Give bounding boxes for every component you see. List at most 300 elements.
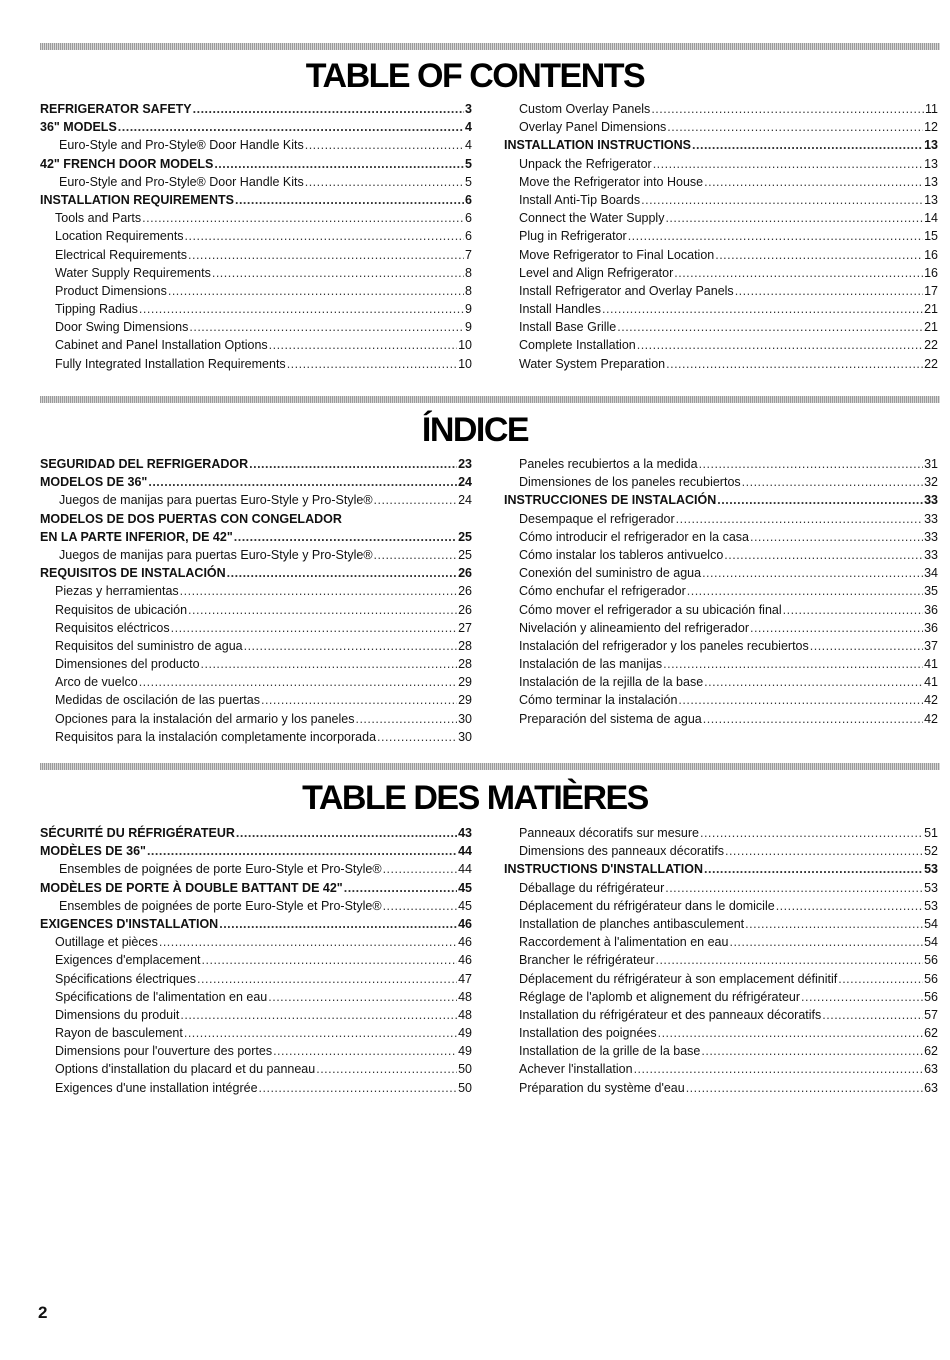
dot-leader: [212, 264, 464, 282]
rule-bar-3: [40, 763, 940, 770]
toc-entry-label: Move Refrigerator to Final Location: [519, 247, 715, 262]
toc-page-number: 6: [465, 211, 472, 226]
dot-leader: [665, 209, 923, 227]
toc-subentry: [504, 637, 938, 655]
toc-entry-label: Exigences d'emplacement: [55, 953, 201, 968]
toc-entry-label: Dimensions du produit: [55, 1007, 180, 1022]
toc-subentry: [40, 601, 472, 619]
toc-subentry: [504, 1079, 938, 1097]
toc-entry-label: Cómo mover el refrigerador a su ubicación final: [519, 602, 782, 617]
toc-entry-label: Install Refrigerator and Overlay Panels: [519, 283, 734, 298]
toc-entry-label: SEGURIDAD DEL REFRIGERADOR: [40, 457, 249, 471]
toc-page-number: 8: [465, 283, 472, 298]
toc-page-number: 56: [924, 971, 938, 986]
dot-leader: [287, 355, 457, 373]
toc-entry-label: Installation de planches antibasculement: [519, 916, 745, 931]
toc-page-number: 36: [924, 620, 938, 635]
toc-section-entry: [40, 842, 472, 860]
toc-subentry: [504, 355, 938, 373]
dot-leader: [729, 933, 923, 951]
toc-entry-label: Euro-Style and Pro-Style® Door Handle Kits: [59, 174, 304, 189]
toc-subentry: [40, 655, 472, 673]
toc-page-number: 35: [924, 584, 938, 599]
toc-col-right-1: [504, 455, 938, 728]
toc-page-number: 54: [924, 935, 938, 950]
dot-leader: [692, 136, 923, 154]
toc-page-number: 7: [465, 247, 472, 262]
dot-leader: [634, 1060, 924, 1078]
toc-col-right-0: [504, 100, 938, 373]
toc-page-number: 53: [924, 862, 938, 877]
toc-entry-label: Cómo introducir el refrigerador en la casa: [519, 529, 749, 544]
dot-leader: [750, 619, 923, 637]
dot-leader: [188, 246, 464, 264]
toc-entry-label: Euro-Style and Pro-Style® Door Handle Kits: [59, 138, 304, 153]
dot-leader: [700, 824, 923, 842]
toc-page-number: 16: [924, 247, 938, 262]
toc-section-entry: [40, 824, 472, 842]
toc-entry-label: Overlay Panel Dimensions: [519, 120, 667, 135]
toc-page-number: 57: [924, 1007, 938, 1022]
dot-leader: [742, 473, 923, 491]
dot-leader: [653, 155, 923, 173]
dot-leader: [227, 564, 457, 582]
toc-page-number: 29: [458, 675, 472, 690]
toc-subentry: [504, 897, 938, 915]
toc-page-number: 24: [458, 493, 472, 508]
toc-entry-label: REFRIGERATOR SAFETY: [40, 102, 192, 116]
dot-leader: [651, 100, 924, 118]
toc-entry-label: MODÈLES DE PORTE À DOUBLE BATTANT DE 42": [40, 880, 343, 895]
dot-leader: [703, 710, 923, 728]
dot-leader: [148, 473, 457, 491]
toc-subentry: [504, 300, 938, 318]
toc-subentry: [504, 455, 938, 473]
toc-subentry: [504, 318, 938, 336]
toc-page-number: 45: [458, 898, 472, 913]
dot-leader: [666, 355, 923, 373]
toc-subentry: [40, 546, 472, 564]
toc-page-number: 41: [924, 675, 938, 690]
toc-page-number: 13: [924, 192, 938, 207]
toc-page-number: 22: [924, 356, 938, 371]
toc-subentry: [40, 355, 472, 373]
dot-leader: [180, 582, 457, 600]
toc-entry-label: 42" FRENCH DOOR MODELS: [40, 156, 214, 171]
dot-leader: [699, 455, 924, 473]
toc-subentry: [504, 582, 938, 600]
toc-page-number: 49: [458, 1026, 472, 1041]
toc-subentry: [504, 619, 938, 637]
toc-entry-label: INSTALLATION REQUIREMENTS: [40, 192, 234, 207]
toc-page-number: 62: [924, 1044, 938, 1059]
toc-subentry: [40, 282, 472, 300]
toc-subentry: [40, 860, 472, 878]
dot-leader: [383, 897, 458, 915]
toc-entry-label: INSTRUCTIONS D'INSTALLATION: [504, 862, 704, 877]
page-number: 2: [38, 1303, 48, 1322]
toc-subentry: [504, 173, 938, 191]
dot-leader: [658, 1024, 923, 1042]
toc-section-entry: [504, 491, 938, 509]
toc-entry-label: MODELOS DE 36": [40, 475, 148, 490]
dot-leader: [838, 970, 923, 988]
toc-page-number: 48: [458, 989, 472, 1004]
toc-page-number: 53: [924, 898, 938, 913]
dot-leader: [344, 879, 457, 897]
toc-page-number: 13: [924, 138, 938, 153]
toc-entry-label: Juegos de manijas para puertas Euro-Style y Pro-Style®: [59, 493, 373, 508]
dot-leader: [305, 136, 464, 154]
toc-entry-label: Unpack the Refrigerator: [519, 156, 652, 171]
dot-leader: [686, 1079, 923, 1097]
toc-entry-label: Cabinet and Panel Installation Options: [55, 338, 268, 353]
dot-leader: [377, 728, 457, 746]
toc-page-number: 46: [458, 935, 472, 950]
toc-section-entry: [40, 528, 472, 546]
dot-leader: [676, 510, 923, 528]
toc-subentry: [40, 227, 472, 245]
toc-subentry: [504, 155, 938, 173]
toc-page-number: 10: [458, 356, 472, 371]
toc-subentry: [40, 1006, 472, 1024]
dot-leader: [667, 118, 923, 136]
toc-entry-label: Door Swing Dimensions: [55, 320, 189, 335]
toc-entry-label: Ensembles de poignées de porte Euro-Style et Pro-Style®: [59, 862, 382, 877]
toc-subentry: [40, 988, 472, 1006]
dot-leader: [687, 582, 923, 600]
toc-page-number: 37: [924, 638, 938, 653]
dot-leader: [641, 191, 923, 209]
toc-page-number: 4: [465, 138, 472, 153]
toc-entry-label: Déballage du réfrigérateur: [519, 880, 665, 895]
toc-page-number: 25: [458, 529, 472, 544]
toc-page-number: 9: [465, 320, 472, 335]
toc-page-number: 32: [924, 475, 938, 490]
rule-bar-2: [40, 396, 940, 403]
toc-subentry: [504, 282, 938, 300]
toc-entry-label: Déplacement du réfrigérateur à son emplacement définitif: [519, 971, 838, 986]
toc-entry-label: Preparación del sistema de agua: [519, 711, 702, 726]
toc-page-number: 6: [465, 229, 472, 244]
toc-subentry: [40, 691, 472, 709]
toc-subentry: [40, 582, 472, 600]
dot-leader: [180, 1006, 457, 1024]
toc-entry-label: Cómo enchufar el refrigerador: [519, 584, 686, 599]
toc-entry-label: Outillage et pièces: [55, 935, 158, 950]
toc-entry-label: INSTRUCCIONES DE INSTALACIÓN: [504, 493, 717, 508]
toc-entry-label: Exigences d'une installation intégrée: [55, 1080, 258, 1095]
dot-leader: [214, 155, 464, 173]
toc-subentry: [504, 710, 938, 728]
toc-page-number: 62: [924, 1026, 938, 1041]
toc-entry-label: Installation des poignées: [519, 1026, 657, 1041]
toc-subentry: [504, 336, 938, 354]
toc-entry-label: Water Supply Requirements: [55, 265, 211, 280]
toc-page-number: 22: [924, 338, 938, 353]
toc-subentry: [504, 473, 938, 491]
toc-subentry: [504, 933, 938, 951]
toc-entry-label: Tipping Radius: [55, 302, 138, 317]
toc-page-number: 51: [924, 826, 938, 840]
toc-subentry: [40, 673, 472, 691]
title-contents: TABLE OF CONTENTS: [305, 57, 645, 95]
toc-entry-label: Custom Overlay Panels: [519, 102, 651, 116]
toc-subentry: [40, 491, 472, 509]
toc-entry-label: Medidas de oscilación de las puertas: [55, 693, 260, 708]
toc-entry-label: Raccordement à l'alimentation en eau: [519, 935, 729, 950]
dot-leader: [701, 1042, 923, 1060]
toc-page-number: 49: [458, 1044, 472, 1059]
dot-leader: [704, 860, 923, 878]
toc-entry-label: 36" MODELS: [40, 120, 117, 135]
toc-subentry: [40, 897, 472, 915]
toc-page-number: 34: [924, 566, 938, 581]
toc-entry-label: Cómo terminar la instalación: [519, 693, 678, 708]
dot-leader: [665, 879, 923, 897]
toc-subentry: [40, 951, 472, 969]
toc-entry-label: Instalación de las manijas: [519, 657, 663, 672]
toc-page-number: 31: [924, 457, 938, 471]
toc-entry-label: Nivelación y alineamiento del refrigerador: [519, 620, 749, 635]
dot-leader: [201, 655, 458, 673]
toc-subentry: [40, 264, 472, 282]
toc-page-number: 28: [458, 657, 472, 672]
dot-leader: [189, 318, 464, 336]
toc-subentry: [504, 1024, 938, 1042]
dot-leader: [236, 824, 457, 842]
dot-leader: [268, 988, 457, 1006]
toc-page-number: 10: [458, 338, 472, 353]
toc-page-number: 14: [924, 211, 938, 226]
toc-entry-label: MODÈLES DE 36": [40, 844, 146, 859]
dot-leader: [750, 528, 923, 546]
toc-entry-label: Move the Refrigerator into House: [519, 174, 704, 189]
toc-entry-label: Desempaque el refrigerador: [519, 511, 675, 526]
toc-page-number: 63: [924, 1062, 938, 1077]
toc-entry-label: Options d'installation du placard et du panneau: [55, 1062, 316, 1077]
dot-leader: [704, 673, 923, 691]
toc-entry-label: Réglage de l'aplomb et alignement du réfrigérateur: [519, 989, 801, 1004]
dot-leader: [197, 970, 457, 988]
dot-leader: [269, 336, 457, 354]
toc-section-entry: [40, 155, 472, 173]
title-matieres: TABLE DES MATIÈRES: [302, 779, 648, 817]
toc-page-number: 15: [924, 229, 938, 244]
toc-page-number: 44: [458, 844, 472, 859]
toc-entry-label: Requisitos del suministro de agua: [55, 638, 243, 653]
toc-entry-label: Instalación del refrigerador y los paneles recubiertos: [519, 638, 809, 653]
toc-page-number: 11: [925, 102, 938, 116]
dot-leader: [118, 118, 464, 136]
dot-leader: [801, 988, 923, 1006]
toc-entry-label: REQUISITOS DE INSTALACIÓN: [40, 566, 226, 581]
toc-subentry: [504, 824, 938, 842]
toc-section-entry: [40, 879, 472, 897]
toc-entry-label: Opciones para la instalación del armario y los paneles: [55, 711, 355, 726]
toc-entry-label: Piezas y herramientas: [55, 584, 179, 599]
dot-leader: [171, 619, 457, 637]
toc-page-number: 23: [458, 457, 472, 471]
dot-leader: [168, 282, 464, 300]
toc-page-number: 5: [465, 174, 472, 189]
toc-entry-label: Achever l'installation: [519, 1062, 633, 1077]
toc-section-entry: [40, 915, 472, 933]
toc-entry-label: Product Dimensions: [55, 283, 167, 298]
dot-leader: [617, 318, 923, 336]
dot-leader: [185, 227, 465, 245]
toc-section-entry: [40, 473, 472, 491]
toc-page-number: 21: [924, 302, 938, 317]
dot-leader: [259, 1079, 458, 1097]
toc-page-number: 21: [924, 320, 938, 335]
dot-leader: [202, 951, 458, 969]
toc-page-number: 63: [924, 1080, 938, 1095]
dot-leader: [383, 860, 458, 878]
toc-subentry: [40, 300, 472, 318]
toc-page-number: 9: [465, 302, 472, 317]
toc-page-number: 41: [924, 657, 938, 672]
toc-subentry: [504, 528, 938, 546]
toc-entry-label: Dimensiones del producto: [55, 657, 200, 672]
toc-page-number: 56: [924, 953, 938, 968]
toc-page-number: 16: [924, 265, 938, 280]
toc-page-number: 52: [924, 844, 938, 859]
toc-entry-label: Requisitos para la instalación completamente incorporada: [55, 729, 377, 744]
dot-leader: [724, 546, 923, 564]
dot-leader: [188, 601, 457, 619]
toc-entry-label: Rayon de basculement: [55, 1026, 183, 1041]
toc-page-number: 13: [924, 156, 938, 171]
toc-subentry: [40, 318, 472, 336]
rule-bar-1: [40, 43, 940, 50]
toc-entry-label: Connect the Water Supply: [519, 211, 665, 226]
dot-leader: [822, 1006, 923, 1024]
dot-leader: [655, 951, 923, 969]
dot-leader: [139, 300, 464, 318]
dot-leader: [273, 1042, 457, 1060]
toc-page-number: 25: [458, 547, 472, 562]
toc-page-number: 13: [924, 174, 938, 189]
toc-subentry: [504, 988, 938, 1006]
toc-subentry: [40, 1024, 472, 1042]
dot-leader: [261, 691, 457, 709]
toc-col-left-1: [40, 455, 472, 746]
toc-entry-label: Arco de vuelco: [55, 675, 138, 690]
toc-entry-label: Install Anti-Tip Boards: [519, 192, 641, 207]
toc-entry-label: Déplacement du réfrigérateur dans le domicile: [519, 898, 775, 913]
dot-leader: [745, 915, 923, 933]
toc-subentry: [504, 191, 938, 209]
toc-page-number: 26: [458, 566, 472, 581]
toc-subentry: [40, 246, 472, 264]
title-indice: ÍNDICE: [421, 411, 529, 449]
toc-entry-label: Install Handles: [519, 302, 601, 317]
toc-subentry: [504, 510, 938, 528]
toc-page-number: 56: [924, 989, 938, 1004]
dot-leader: [810, 637, 923, 655]
toc-page-number: 48: [458, 1007, 472, 1022]
toc-entry-label: SÉCURITÉ DU RÉFRIGÉRATEUR: [40, 826, 235, 840]
toc-subentry: [40, 173, 472, 191]
toc-entry-label: Tools and Parts: [55, 211, 142, 226]
toc-subentry: [504, 951, 938, 969]
toc-subentry: [504, 970, 938, 988]
toc-entry-label: Panneaux décoratifs sur mesure: [519, 826, 699, 840]
toc-subentry: [504, 100, 938, 118]
dot-leader: [776, 897, 923, 915]
toc-section-entry: [40, 118, 472, 136]
toc-page-number: 4: [465, 120, 472, 135]
toc-page-number: 3: [465, 102, 472, 116]
dot-leader: [355, 710, 457, 728]
toc-page-number: 45: [458, 880, 472, 895]
toc-entry-label: Requisitos de ubicación: [55, 602, 188, 617]
toc-page-number: 43: [458, 826, 472, 840]
toc-page-number: 12: [924, 120, 938, 135]
toc-subentry: [504, 842, 938, 860]
toc-page-number: 53: [924, 880, 938, 895]
toc-subentry: [504, 1060, 938, 1078]
toc-page-number: 36: [924, 602, 938, 617]
toc-page-number: 33: [924, 493, 938, 508]
toc-section-entry: [40, 564, 472, 582]
toc-subentry: [504, 1006, 938, 1024]
toc-page-number: 30: [458, 729, 472, 744]
toc-subentry: [504, 118, 938, 136]
dot-leader: [715, 246, 923, 264]
toc-entry-label: Instalación de la rejilla de la base: [519, 675, 704, 690]
toc-entry-label: EXIGENCES D'INSTALLATION: [40, 916, 219, 931]
dot-leader: [663, 655, 923, 673]
toc-subentry: [40, 619, 472, 637]
toc-page-number: 42: [924, 693, 938, 708]
dot-leader: [637, 336, 923, 354]
toc-entry-label: INSTALLATION INSTRUCTIONS: [504, 138, 692, 153]
toc-entry-label: Spécifications électriques: [55, 971, 197, 986]
toc-entry-label: Water System Preparation: [519, 356, 666, 371]
dot-leader: [147, 842, 457, 860]
toc-entry-label: Spécifications de l'alimentation en eau: [55, 989, 268, 1004]
toc-entry-label: Brancher le réfrigérateur: [519, 953, 655, 968]
dot-leader: [735, 282, 923, 300]
toc-subentry: [504, 691, 938, 709]
toc-page-number: 24: [458, 475, 472, 490]
toc-subentry: [504, 227, 938, 245]
toc-entry-label: Dimensions pour l'ouverture des portes: [55, 1044, 273, 1059]
toc-col-left-0: [40, 100, 472, 373]
toc-entry-label: Paneles recubiertos a la medida: [519, 457, 698, 471]
dot-leader: [783, 601, 923, 619]
toc-page-number: 46: [458, 953, 472, 968]
toc-entry-label: Install Base Grille: [519, 320, 617, 335]
toc-page-number: 42: [924, 711, 938, 726]
dot-leader: [374, 491, 458, 509]
dot-leader: [374, 546, 458, 564]
toc-page-number: 46: [458, 916, 472, 931]
toc-subentry: [504, 209, 938, 227]
dot-leader: [184, 1024, 457, 1042]
toc-page-number: 8: [465, 265, 472, 280]
toc-page-number: 44: [458, 862, 472, 877]
toc-page-number: 33: [924, 511, 938, 526]
dot-leader: [219, 915, 457, 933]
toc-subentry: [504, 673, 938, 691]
toc-entry-label: Location Requirements: [55, 229, 184, 244]
toc-subentry: [40, 710, 472, 728]
toc-entry-label: Plug in Refrigerator: [519, 229, 627, 244]
toc-entry-label: Cómo instalar los tableros antivuelco: [519, 547, 724, 562]
